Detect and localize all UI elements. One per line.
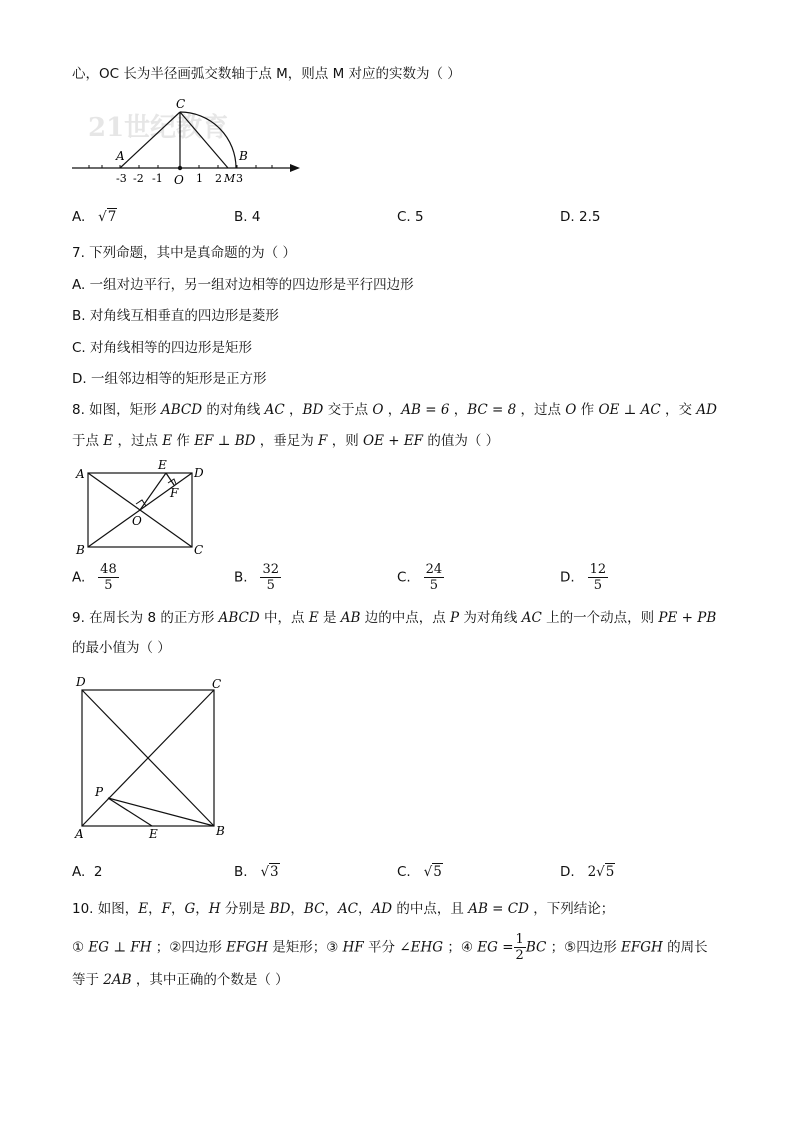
sqrt-five: √5 bbox=[423, 864, 442, 880]
q9-option-c: C. √5 bbox=[397, 864, 442, 880]
fraction: $\frac{48}{5}$ bbox=[100, 562, 117, 593]
tick-minus-2: -2 bbox=[133, 172, 144, 185]
axis-arrow bbox=[290, 164, 300, 172]
label-E: E bbox=[149, 827, 158, 841]
q8-stem-line1: 8. 如图，矩形 ABCD 的对角线 AC ，BD 交于点 O ，AB = 6 ，BC = 8 ，过点 O 作 OE ⊥ AC ，交 AD bbox=[72, 402, 717, 418]
label-D: D bbox=[76, 675, 86, 689]
q6-option-b: B. 4 bbox=[234, 209, 261, 225]
q7-stem: 7. 下列命题，其中是真命题的为（ ） bbox=[72, 245, 296, 261]
tick-3: 3 bbox=[236, 172, 243, 185]
label-C: C bbox=[194, 543, 204, 557]
two-sqrt-five: 2√5 bbox=[587, 864, 615, 880]
q10-stem-line1: 10. 如图，E，F，G，H 分别是 BD，BC，AC，AD 的中点，且 AB = CD ，下列结论； bbox=[72, 901, 615, 917]
tick-1: 1 bbox=[196, 172, 203, 185]
q9-option-b: B. √3 bbox=[234, 864, 279, 880]
label-P: P bbox=[95, 785, 104, 799]
label-O: O bbox=[174, 173, 184, 187]
q9-option-d: D. 2√5 bbox=[560, 864, 615, 880]
q6-stem-tail: 心，OC 长为半径画弧交数轴于点 M，则点 M 对应的实数为（ ） bbox=[72, 66, 461, 82]
q6-option-d: D. 2.5 bbox=[560, 209, 601, 225]
q6-option-c: C. 5 bbox=[397, 209, 424, 225]
fraction: $\frac{32}{5}$ bbox=[262, 562, 279, 593]
q9-square-figure bbox=[72, 672, 232, 842]
sqrt-three: √3 bbox=[260, 864, 279, 880]
q7-option-a: A. 一组对边平行，另一组对边相等的四边形是平行四边形 bbox=[72, 277, 414, 293]
q7-option-d: D. 一组邻边相等的矩形是正方形 bbox=[72, 371, 267, 387]
q10-stem-line3: 等于 2AB ，其中正确的个数是（ ） bbox=[72, 972, 289, 988]
q9-option-a: A. 2 bbox=[72, 864, 103, 880]
fraction-one-half: $\frac{1}{2}$ bbox=[515, 932, 524, 963]
segment-EF bbox=[166, 473, 174, 485]
right-angle-O bbox=[136, 500, 146, 506]
q9-stem-line1: 9. 在周长为 8 的正方形 ABCD 中，点 E 是 AB 边的中点，点 P 为对角线 AC 上的一个动点，则 PE + PB bbox=[72, 610, 717, 626]
label-M: M bbox=[224, 172, 236, 185]
q6-option-a: A. √7 bbox=[72, 209, 117, 225]
segment-PE bbox=[108, 798, 152, 826]
watermark: 21世纪教育 bbox=[88, 113, 229, 143]
q8-option-c: C. $\frac{24}{5}$ bbox=[397, 562, 443, 593]
q8-option-d: D. $\frac{12}{5}$ bbox=[560, 562, 607, 593]
label-O: O bbox=[132, 514, 142, 528]
label-A: A bbox=[116, 149, 125, 163]
fraction: $\frac{24}{5}$ bbox=[425, 562, 443, 593]
label-A: A bbox=[75, 827, 84, 841]
q6-number-line-figure bbox=[68, 96, 304, 188]
sqrt-seven: √7 bbox=[98, 209, 117, 225]
q8-stem-line2: 于点 E ，过点 E 作 EF ⊥ BD ，垂足为 F ，则 OE + EF 的值为（ ） bbox=[72, 433, 500, 449]
label-D: D bbox=[194, 466, 204, 480]
label-E: E bbox=[158, 458, 167, 472]
q8-option-a: A. $\frac{48}{5}$ bbox=[72, 562, 117, 593]
q7-option-b: B. 对角线互相垂直的四边形是菱形 bbox=[72, 308, 279, 324]
q8-option-b: B. $\frac{32}{5}$ bbox=[234, 562, 279, 593]
label-B: B bbox=[76, 543, 85, 557]
fraction: $\frac{12}{5}$ bbox=[589, 562, 607, 593]
label-F: F bbox=[170, 486, 179, 500]
label-B: B bbox=[239, 149, 248, 163]
segment-PB bbox=[108, 798, 214, 826]
label-C: C bbox=[212, 677, 222, 691]
label-A: A bbox=[76, 467, 85, 481]
tick-minus-1: -1 bbox=[152, 172, 163, 185]
point-O bbox=[178, 166, 182, 170]
q10-stem-line2: ① EG ⊥ FH ；②四边形 EFGH 是矩形；③ HF 平分 ∠EHG ；④ EG = $\frac{1}{2}$ BC ；⑤四边形 EFGH 的周长 bbox=[72, 932, 708, 963]
label-C: C bbox=[176, 97, 186, 111]
q9-stem-line2: 的最小值为（ ） bbox=[72, 640, 171, 656]
tick-2: 2 bbox=[215, 172, 222, 185]
tick-minus-3: -3 bbox=[116, 172, 127, 185]
segment-OE bbox=[140, 473, 166, 510]
q8-rectangle-figure bbox=[70, 456, 210, 560]
q7-option-c: C. 对角线相等的四边形是矩形 bbox=[72, 340, 253, 356]
label-B: B bbox=[216, 824, 225, 838]
